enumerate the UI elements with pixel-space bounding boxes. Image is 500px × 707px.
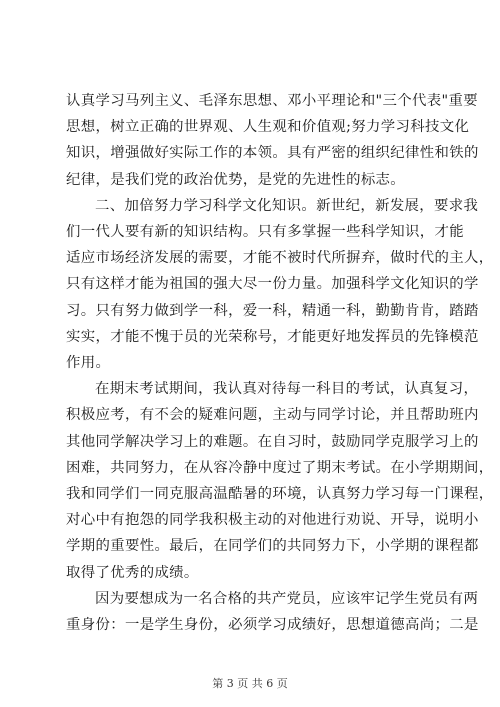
- text-line: 困难，共同努力，在从容冷静中度过了期末考试。在小学期期间，: [66, 459, 494, 476]
- text-line: 作用。: [66, 355, 111, 372]
- text-line: 纪律，是我们党的政治优势，是党的先进性的标志。: [66, 171, 406, 188]
- paragraph-2: [66, 193, 494, 376]
- text-line: 取得了优秀的成绩。: [66, 564, 199, 581]
- paragraph-1: [66, 88, 479, 193]
- text-line: 实实，才能不愧于员的光荣称号，才能更好地发挥员的先锋模范: [66, 328, 479, 345]
- page-number-label: 第 3 页 共 6 页: [212, 677, 288, 690]
- text-line: 因为要想成为一名合格的共产党员，应该牢记学生党员有两: [95, 590, 479, 607]
- text-line: 们一代人要有新的知识结构。只有多掌握一些科学知识，才能: [66, 224, 464, 241]
- text-line: 认真学习马列主义、毛泽东思想、邓小平理论和"三个代表"重要: [66, 93, 478, 109]
- text-line: 我和同学们一同克服高温酷暑的环境，认真努力学习每一门课程，: [66, 486, 494, 503]
- page-footer: [0, 675, 500, 691]
- text-line: 学期的重要性。最后，在同学们的共同努力下，小学期的课程都: [66, 538, 479, 555]
- document-body: [66, 88, 494, 638]
- text-line: 在期末考试期间，我认真对待每一科目的考试，认真复习，: [95, 381, 479, 398]
- text-line: 适应市场经济发展的需要，才能不被时代所摒弃，做时代的主人，: [66, 250, 494, 267]
- text-line: 二、加倍努力学习科学文化知识。新世纪，新发展，要求我: [95, 197, 479, 214]
- text-line: 积极应考，有不会的疑难问题，主动与同学讨论，并且帮助班内: [66, 407, 479, 424]
- text-line: 习。只有努力做到学一科，爱一科，精通一科，勤勤肯肯，踏踏: [66, 302, 479, 319]
- text-line: 知识，增强做好实际工作的本领。具有严密的组织纪律性和铁的: [66, 145, 479, 162]
- text-line: 思想，树立正确的世界观、人生观和价值观;努力学习科技文化: [66, 119, 470, 136]
- text-line: 重身份：一是学生身份，必须学习成绩好，思想道德高尚；二是: [66, 617, 479, 634]
- paragraph-4: [66, 586, 479, 638]
- paragraph-3: [66, 376, 494, 586]
- text-line: 对心中有抱怨的同学我积极主动的对他进行劝说、开导，说明小: [66, 512, 479, 529]
- text-line: 只有这样才能为祖国的强大尽一份力量。加强科学文化知识的学: [66, 276, 479, 293]
- text-line: 其他同学解决学习上的难题。在自习时，鼓励同学克服学习上的: [66, 433, 479, 450]
